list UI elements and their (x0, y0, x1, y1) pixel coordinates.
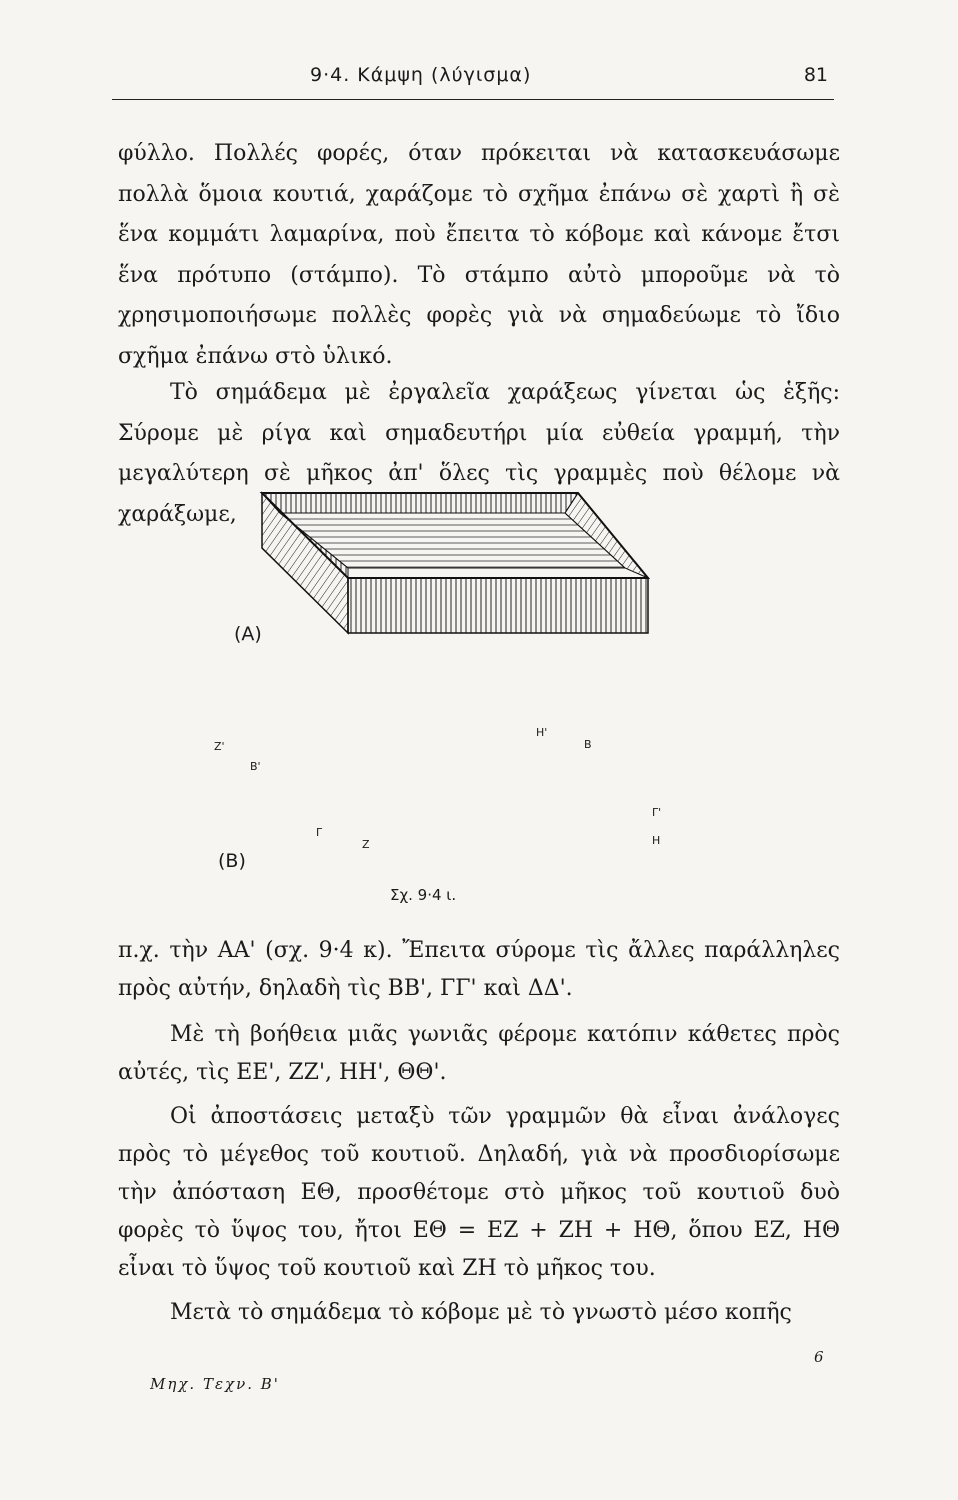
point-label-b-prime: Β' (250, 760, 261, 773)
paragraph-5: Οἱ ἀποστάσεις μεταξὺ τῶν γραμμῶν θὰ εἶναι ἀνάλογες πρὸς τὸ μέγεθος τοῦ κουτιοῦ. Δηλαδή, γιὰ νὰ προσδιορίσωμε τὴν ἀπόσταση ΕΘ, προσθέτομε στὸ μῆκος τοῦ κουτιοῦ δυὸ φορὲς τὸ ὕψος του, ἤτοι ΕΘ = ΕΖ + ΖΗ + ΗΘ, ὅπου ΕΖ, ΗΘ εἶναι τὸ ὕψος τοῦ κουτιοῦ καὶ ΖΗ τὸ μῆκος του. (118, 1104, 840, 1281)
paragraph-2: Τὸ σημάδεμα μὲ ἐργαλεῖα χαράξεως γίνεται ὡς ἑξῆς: Σύρομε μὲ ρίγα καὶ σημαδευτήρι μία εὐθεία γραμμή, τὴν μεγαλύτερη σὲ μῆκος ἀπ' ὅλες τὶς γραμμὲς ποὺ θέλομε νὰ χαράξωμε, (118, 380, 840, 527)
point-label-g-prime: Γ' (652, 806, 662, 819)
figure-label-a: (Α) (234, 623, 262, 645)
paragraph-3: π.χ. τὴν ΑΑ' (σχ. 9·4 κ). Ἔπειτα σύρομε τὶς ἄλλες παράλληλες πρὸς αὐτήν, δηλαδὴ τὶς ΒΒ', ΓΓ' καὶ ΔΔ'. (118, 938, 840, 1001)
box-a-drawing (262, 493, 648, 633)
footer-book-title: Μηχ. Τεχν. Β' (150, 1375, 280, 1393)
paragraph-4: Μὲ τὴ βοήθεια μιᾶς γωνιᾶς φέρομε κατόπιν κάθετες πρὸς αὐτές, τὶς ΕΕ', ΖΖ', ΗΗ', ΘΘ'. (118, 1022, 840, 1085)
running-header (110, 62, 832, 94)
point-label-z: Ζ (362, 838, 370, 851)
point-label-z-prime: Ζ' (214, 740, 225, 753)
header-rule (112, 99, 834, 100)
paragraph-1: φύλλο. Πολλές φορές, όταν πρόκειται νὰ κατασκευάσωμε πολλὰ ὅμοια κουτιά, χαράζομε τὸ σχῆμα ἐπάνω σὲ χαρτὶ ἢ σὲ ἕνα κομμάτι λαμαρίνα, ποὺ ἔπειτα τὸ κόβομε καὶ κάνομε ἔτσι ἕνα πρότυπο (στάμπο). Τὸ στάμπο αὐτὸ μποροῦμε νὰ τὸ χρησιμοποιήσωμε πολλὲς φορὲς γιὰ νὰ σημαδεύωμε τὸ ἴδιο σχῆμα ἐπάνω στὸ ὑλικό. (118, 141, 840, 369)
figure-box-diagram (200, 488, 700, 908)
signature-mark: 6 (814, 1348, 824, 1366)
point-label-h: Η (652, 834, 661, 847)
figure-caption: Σχ. 9·4 ι. (390, 886, 457, 904)
section-title: 9·4. Κάμψη (λύγισμα) (310, 64, 532, 86)
box-illustration (200, 488, 700, 908)
point-label-g: Γ (316, 826, 323, 839)
point-label-b: Β (584, 738, 592, 751)
paragraph-6: Μετὰ τὸ σημάδεμα τὸ κόβομε μὲ τὸ γνωστὸ μέσο κοπῆς (170, 1300, 792, 1325)
figure-label-b: (Β) (218, 850, 246, 872)
point-label-h-prime: Η' (536, 726, 548, 739)
page-number: 81 (803, 64, 828, 86)
